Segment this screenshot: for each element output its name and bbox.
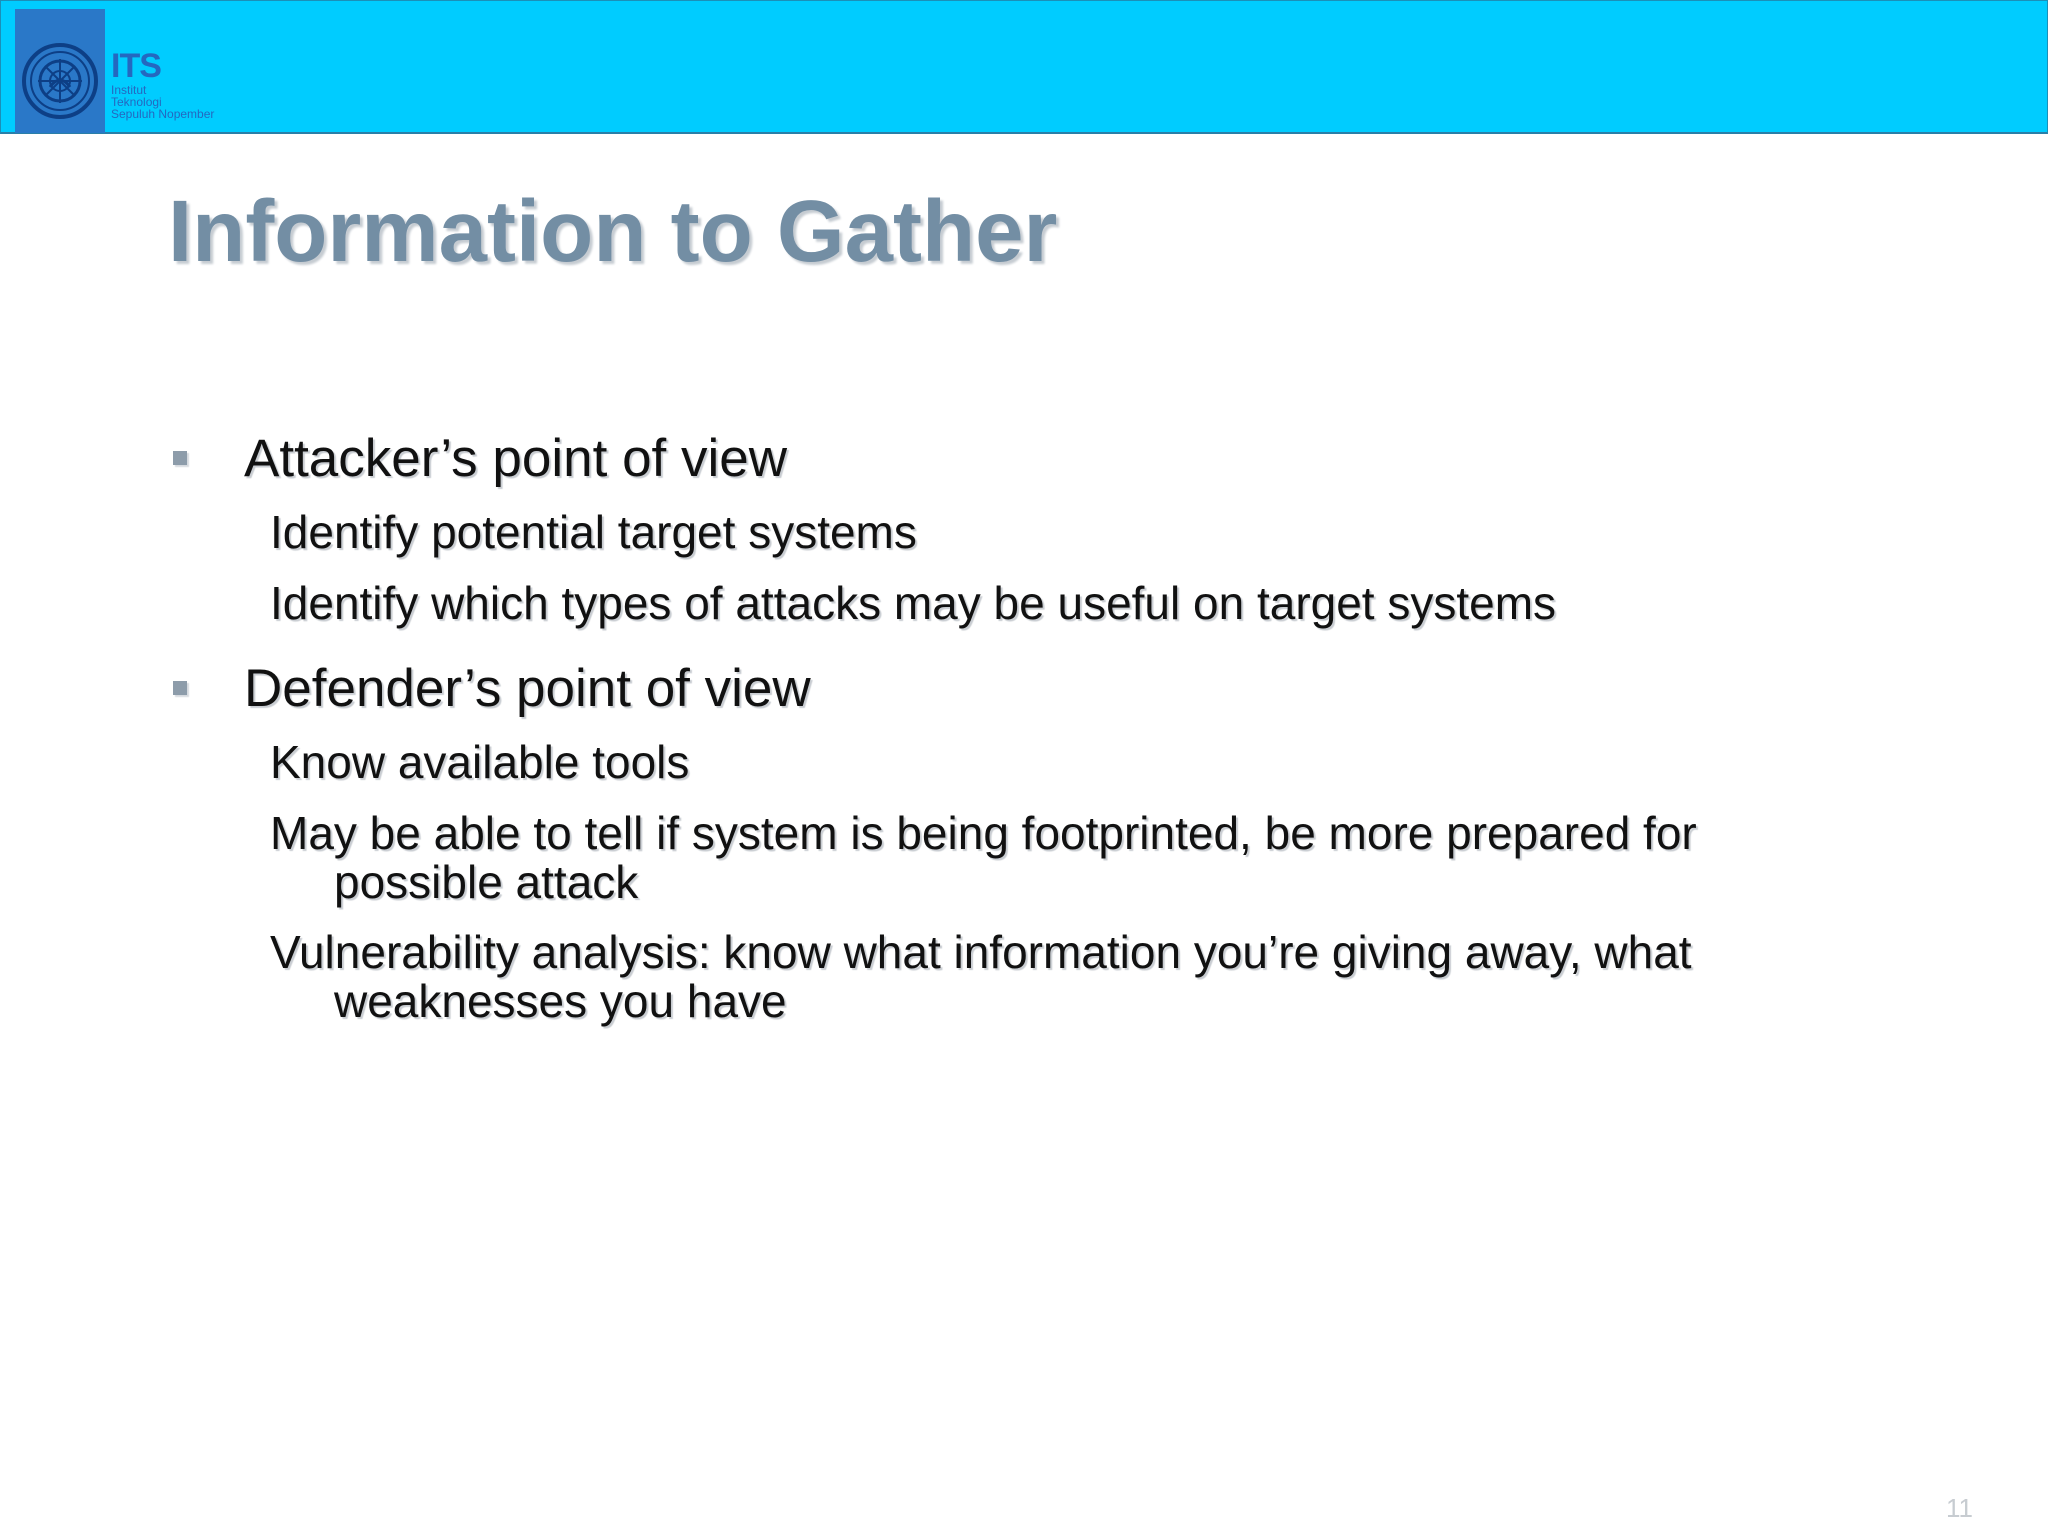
bullet-heading: Defender’s point of view — [244, 659, 811, 718]
logo-line-1: Institut — [111, 83, 147, 97]
sub-bullet-text: May be able to tell if system is being footprinted, be more prepared for possible attack — [270, 807, 1697, 908]
logo-line-2: Teknologi — [111, 95, 162, 109]
bullet-marker — [173, 451, 187, 465]
sub-bullet-text: Vulnerability analysis: know what information you’re giving away, what weaknesses you have — [270, 926, 1692, 1027]
slide-title: Information to Gather — [168, 183, 1058, 280]
sub-bullet-text: Know available tools — [270, 736, 690, 788]
sub-bullet-text: Identify potential target systems — [270, 506, 917, 558]
bullet-heading: Attacker’s point of view — [244, 429, 788, 488]
logo-abbr: ITS — [111, 47, 161, 85]
sub-bullet-text: Identify which types of attacks may be useful on target systems — [270, 577, 1557, 629]
page-number: 11 — [1946, 1493, 1973, 1523]
bullet-marker — [173, 681, 187, 695]
logo-line-3: Sepuluh Nopember — [111, 107, 215, 121]
